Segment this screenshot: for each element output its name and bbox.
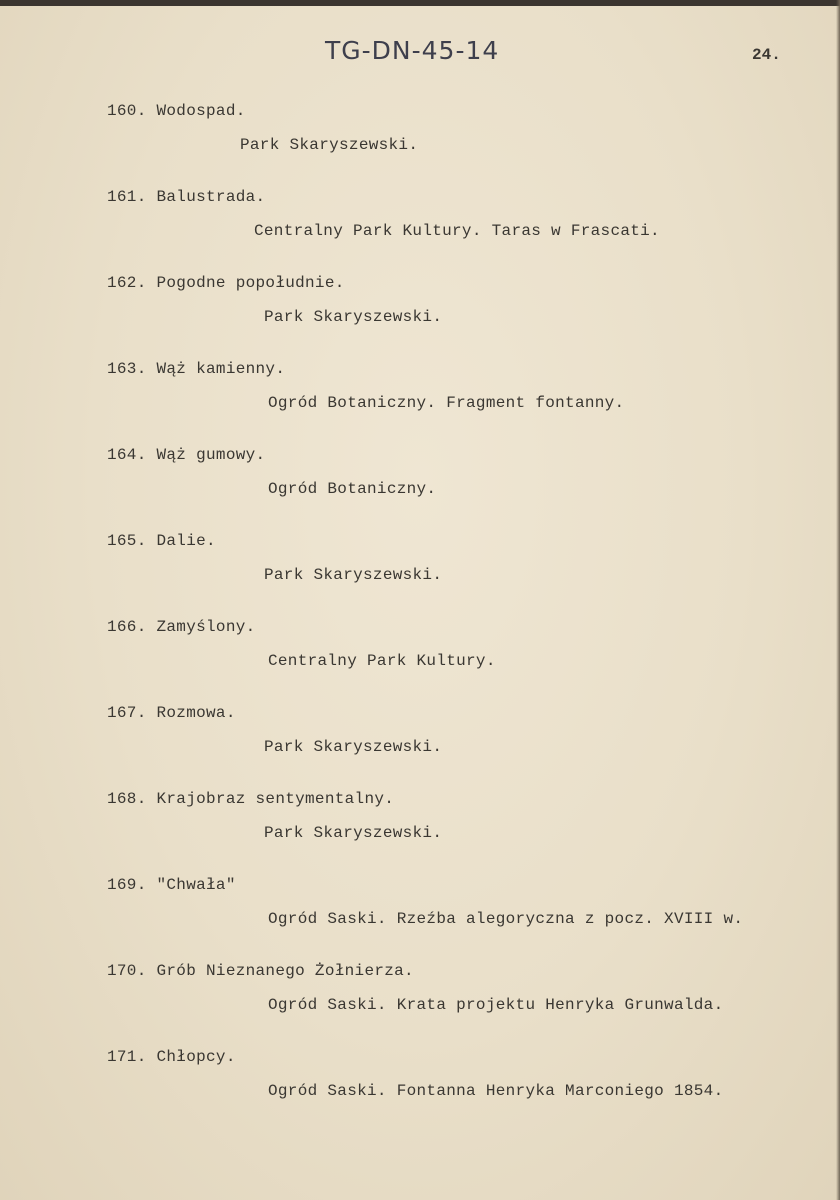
entry-title: 167. Rozmowa. bbox=[107, 704, 236, 722]
entry-title: 169. "Chwała" bbox=[107, 876, 236, 894]
entry-location: Ogród Saski. Krata projektu Henryka Grunwalda. bbox=[268, 996, 724, 1014]
entry-title: 168. Krajobraz sentymentalny. bbox=[107, 790, 395, 808]
entry-location: Park Skaryszewski. bbox=[264, 566, 443, 584]
entry-title: 170. Grób Nieznanego Żołnierza. bbox=[107, 962, 414, 980]
entry-location: Park Skaryszewski. bbox=[264, 738, 443, 756]
entry-title: 162. Pogodne popołudnie. bbox=[107, 274, 345, 292]
entry-title: 171. Chłopcy. bbox=[107, 1048, 236, 1066]
entry-location: Ogród Saski. Rzeźba alegoryczna z pocz. XVIII w. bbox=[268, 910, 744, 928]
entry-title: 163. Wąż kamienny. bbox=[107, 360, 286, 378]
entry-title: 166. Zamyślony. bbox=[107, 618, 256, 636]
entry-title: 164. Wąż gumowy. bbox=[107, 446, 266, 464]
entry-location: Ogród Saski. Fontanna Henryka Marconiego 1854. bbox=[268, 1082, 724, 1100]
entry-title: 165. Dalie. bbox=[107, 532, 216, 550]
entry-location: Ogród Botaniczny. Fragment fontanny. bbox=[268, 394, 625, 412]
entry-location: Ogród Botaniczny. bbox=[268, 480, 437, 498]
archive-reference: TG-DN-45-14 bbox=[325, 36, 500, 65]
entry-location: Park Skaryszewski. bbox=[264, 308, 443, 326]
entry-location: Park Skaryszewski. bbox=[264, 824, 443, 842]
entry-location: Centralny Park Kultury. bbox=[268, 652, 496, 670]
entry-location: Centralny Park Kultury. Taras w Frascati. bbox=[254, 222, 660, 240]
entry-location: Park Skaryszewski. bbox=[240, 136, 419, 154]
entry-title: 161. Balustrada. bbox=[107, 188, 266, 206]
page-number: 24. bbox=[752, 46, 781, 64]
entry-title: 160. Wodospad. bbox=[107, 102, 246, 120]
